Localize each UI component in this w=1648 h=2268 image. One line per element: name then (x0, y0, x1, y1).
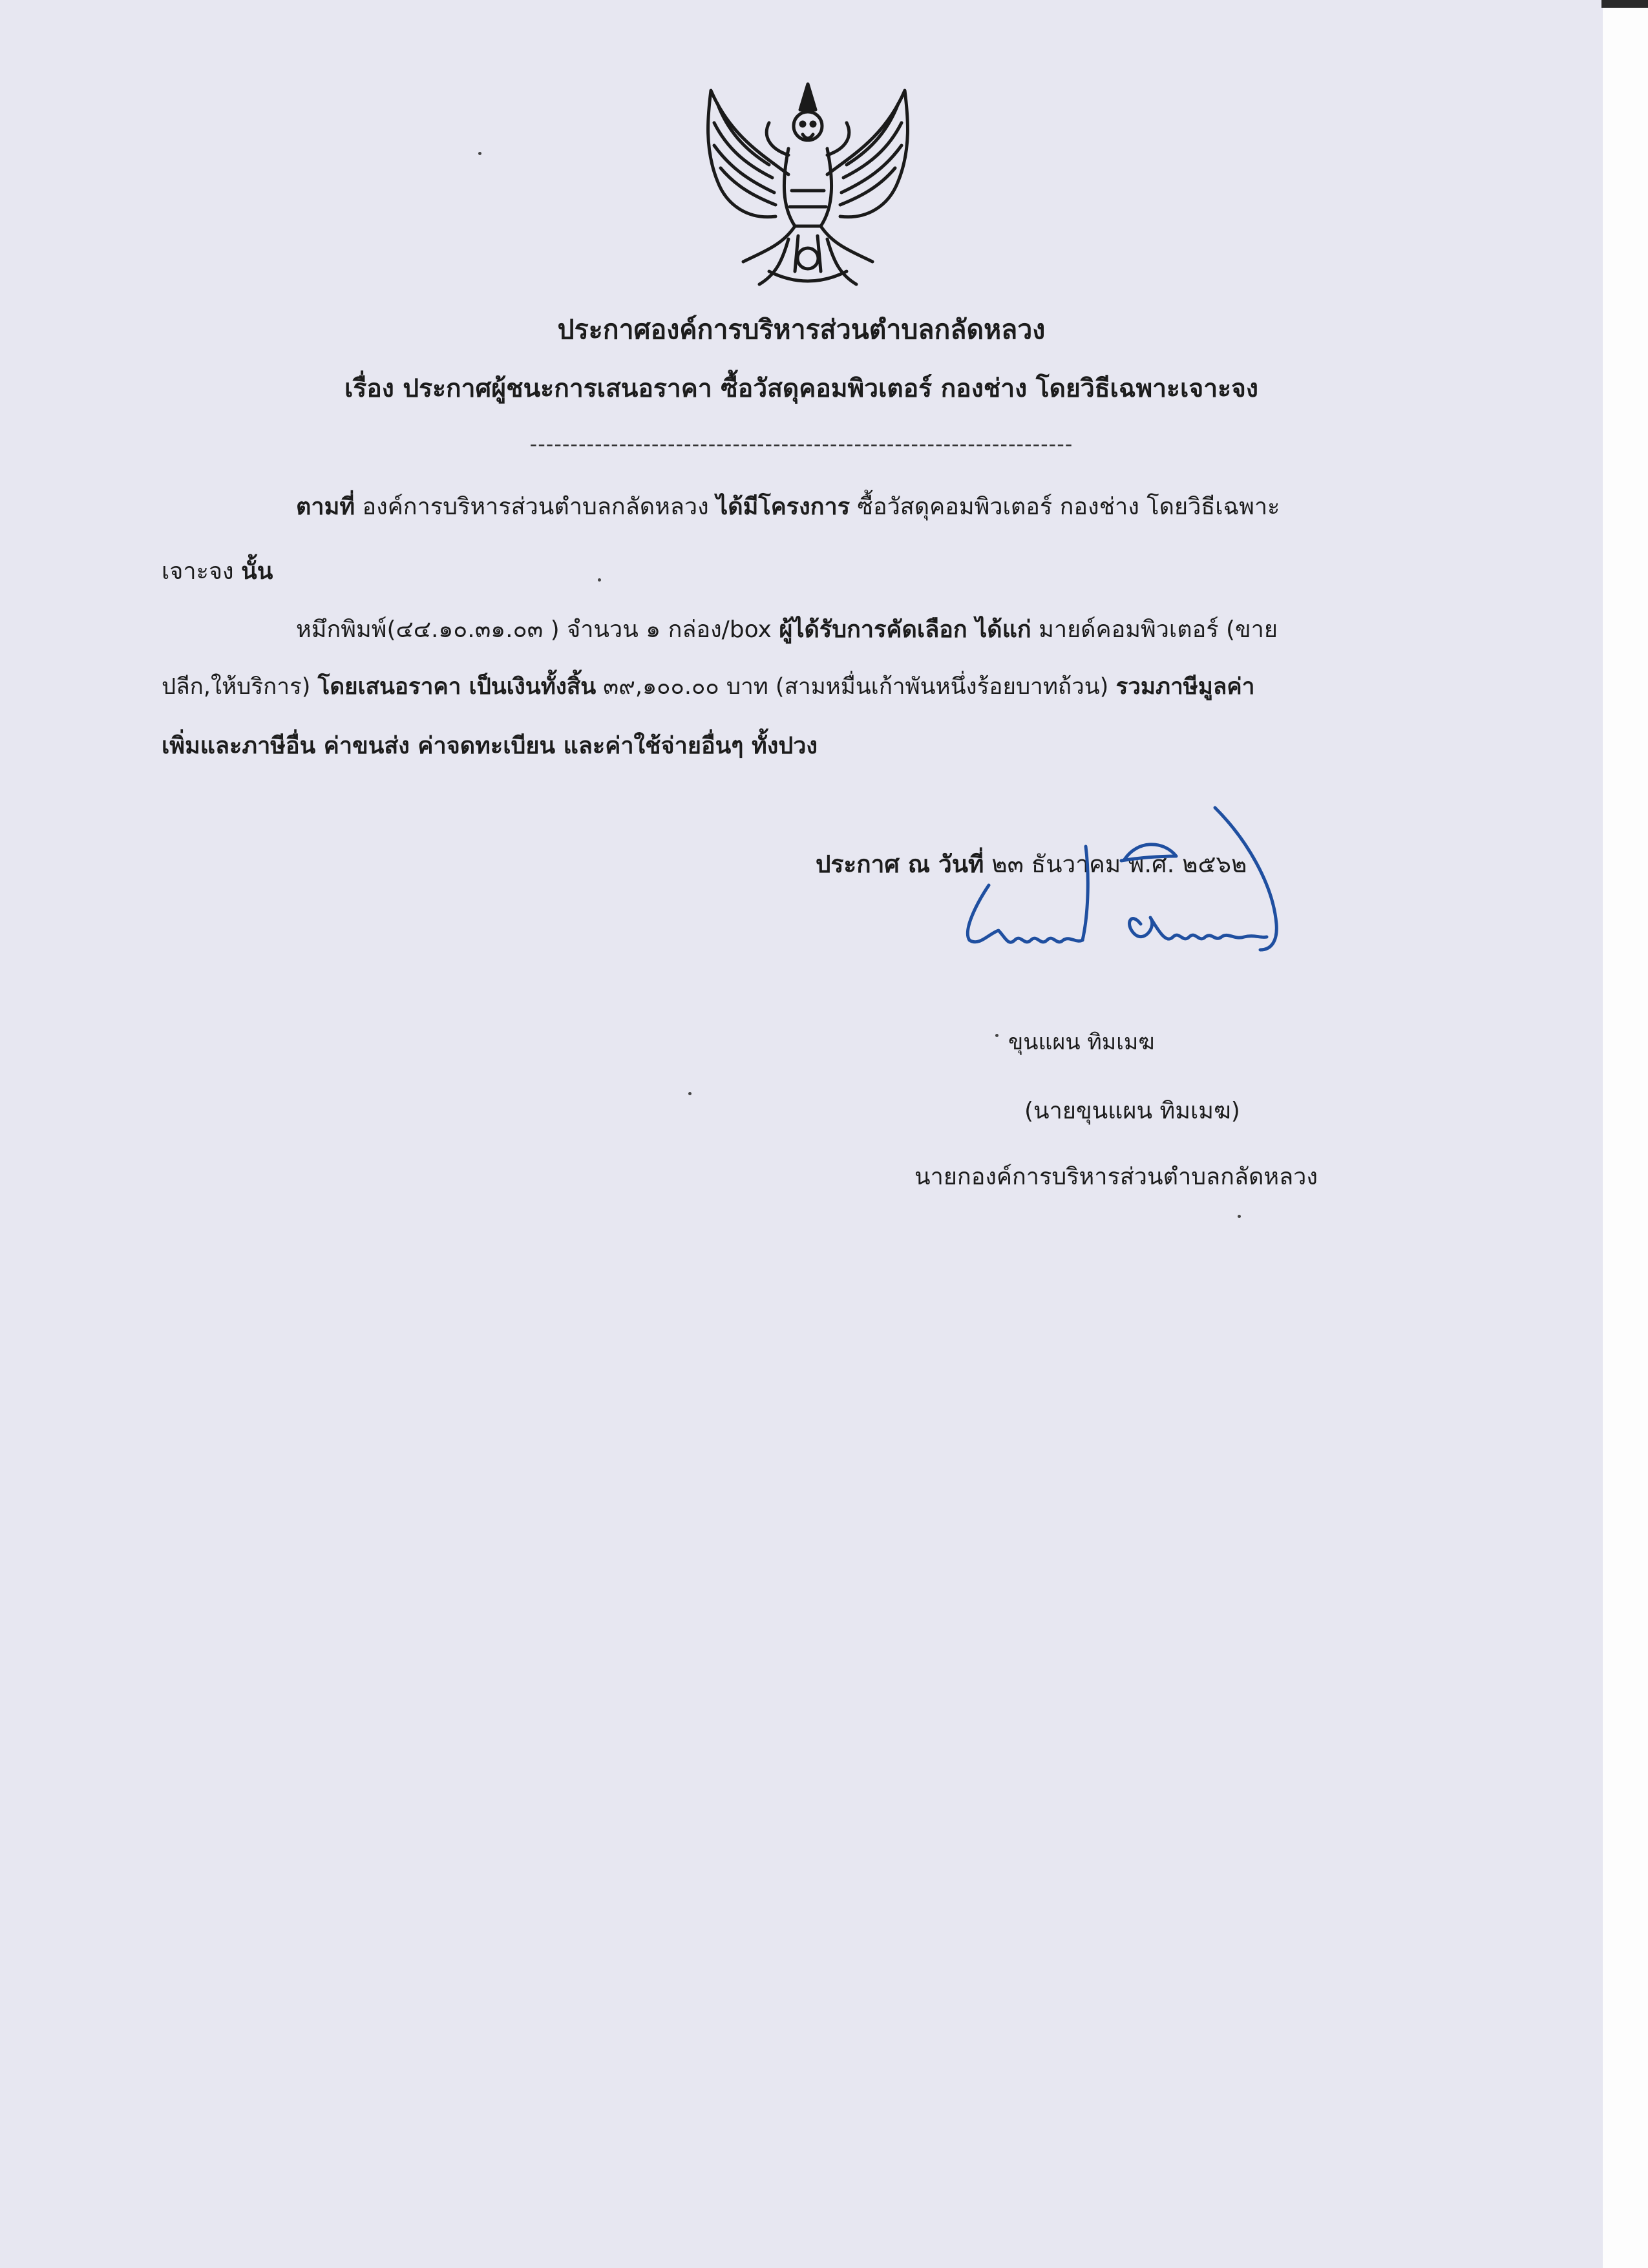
paragraph-2-line-2-bold-b: โดยเสนอราคา เป็นเงินทั้งสิ้น (317, 674, 597, 700)
garuda-emblem-icon (692, 78, 924, 291)
divider-line: ------------------------------------------------------------------- (529, 432, 1073, 456)
paragraph-2-line-3: เพิ่มและภาษีอื่น ค่าขนส่ง ค่าจดทะเบียน และค่าใช้จ่ายอื่นๆ ทั้งปวง (162, 733, 818, 759)
scan-speck (478, 152, 481, 155)
paragraph-1-line-2-bold: นั้น (241, 558, 273, 585)
signer-short-name: ขุนแผน ทิมเมฆ (1008, 1029, 1155, 1055)
scan-edge-mark (1601, 0, 1648, 8)
scan-speck (995, 1034, 998, 1037)
date-label: ประกาศ ณ วันที่ (816, 850, 984, 878)
paragraph-1-text-c: ซื้อวัสดุคอมพิวเตอร์ กองช่าง โดยวิธีเฉพาะ (850, 494, 1280, 520)
paragraph-2-bold-b: ผู้ได้รับการคัดเลือก ได้แก่ (779, 616, 1031, 643)
scan-speck (688, 1092, 692, 1095)
paragraph-1-line-2 (162, 552, 273, 589)
signer-position: นายกองค์การบริหารส่วนตำบลกลัดหลวง (914, 1164, 1318, 1190)
paragraph-2-line-2 (162, 669, 1254, 704)
paragraph-2-text-c: มายด์คอมพิวเตอร์ (ขาย (1031, 616, 1278, 643)
paragraph-2-text-a: หมึกพิมพ์(๔๔.๑๐.๓๑.๐๓ ) จำนวน ๑ กล่อง/box (296, 616, 779, 643)
signer-full-name: (นายขุนแผน ทิมเมฆ) (1024, 1098, 1240, 1124)
scan-speck (1238, 1215, 1241, 1218)
handwritten-signature (950, 795, 1312, 1040)
paragraph-1-text-a: องค์การบริหารส่วนตำบลกลัดหลวง (355, 494, 717, 520)
paragraph-1-line-1 (296, 488, 1280, 525)
paragraph-1-bold-b: ได้มีโครงการ (716, 494, 850, 520)
paragraph-2-line-2-a: ปลีก,ให้บริการ) (162, 674, 318, 700)
scan-speck (598, 578, 601, 582)
announcement-subject: เรื่อง ประกาศผู้ชนะการเสนอราคา ซื้อวัสดุคอมพิวเตอร์ กองช่าง โดยวิธีเฉพาะเจาะจง (344, 374, 1258, 403)
paragraph-2-line-1 (296, 611, 1278, 647)
paragraph-2-line-2-c: ๓๙,๑๐๐.๐๐ บาท (สามหมื่นเก้าพันหนึ่งร้อยบาทถ้วน) (596, 674, 1116, 700)
date-value: ๒๓ ธันวาคม พ.ศ. ๒๕๖๒ (984, 850, 1247, 878)
scan-edge (1603, 0, 1648, 2268)
paragraph-2-line-2-bold-d: รวมภาษีมูลค่า (1115, 674, 1255, 700)
paragraph-1-line-2-text: เจาะจง (162, 558, 242, 585)
paragraph-1-lead: ตามที่ (296, 494, 355, 520)
announcement-title: ประกาศองค์การบริหารส่วนตำบลกลัดหลวง (557, 314, 1046, 345)
